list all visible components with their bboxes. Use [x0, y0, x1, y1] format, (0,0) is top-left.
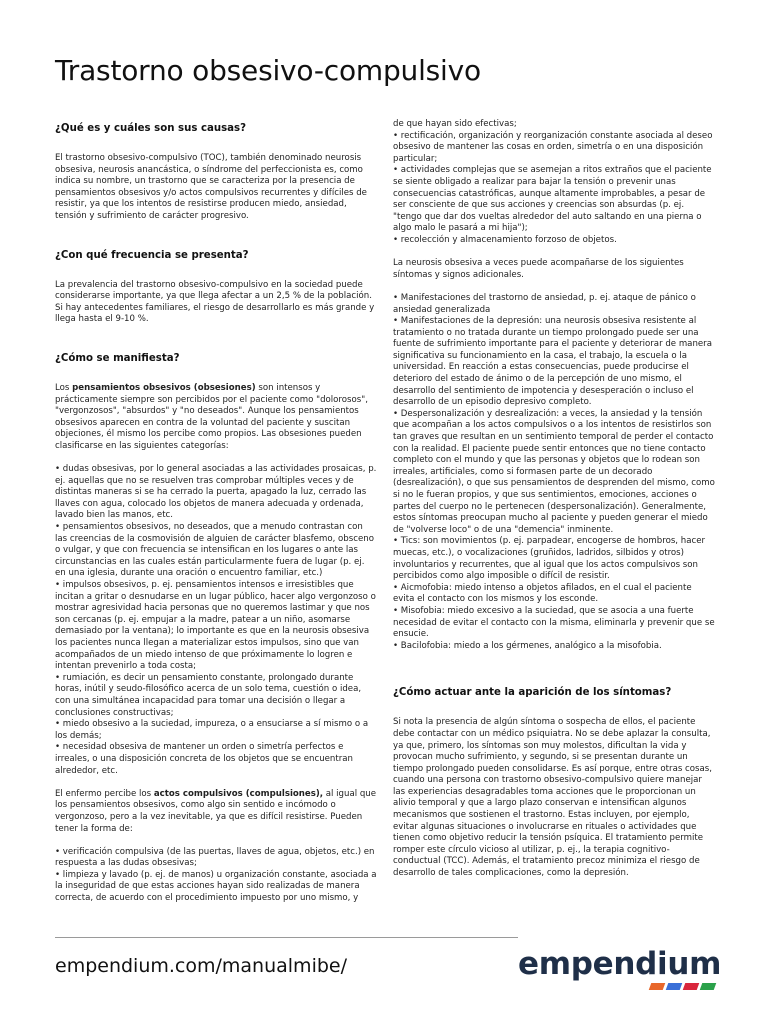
- footer-divider: [55, 937, 518, 938]
- list-item: • limpieza y lavado (p. ej. de manos) u organización constante, asociada a la inseguridad de que estas acciones hayan sido realizadas de manera correcta, de acuerdo con el procedimiento impuesto por uno mismo, y: [55, 869, 377, 904]
- list-item: • recolección y almacenamiento forzoso de objetos.: [393, 234, 617, 245]
- empendium-logo: [518, 946, 722, 996]
- bold-term: actos compulsivos (compulsiones),: [153, 788, 324, 799]
- additional-symptoms-list: [393, 293, 715, 652]
- list-item: • actividades complejas que se asemejan a ritos extraños que el paciente se siente obligado a realizar para bajar la tensión o prevenir unas consecuencias catastróficas, aunque altamente improbables, a pesar de ser consciente de que sus acciones y creencias son absurdas (p. ej. "tengo que dar dos vueltas alrededor del auto saltando en una pierna o algo malo le pasará a mi hija");: [393, 165, 712, 234]
- compulsions-list-continued: [393, 119, 715, 247]
- list-item: • Despersonalización y desrealización: a veces, la ansiedad y la tensión que acompañan a los actos compulsivos o a los intentos de resistirlos son tan graves que resultan en un sentimiento temporal de perder el contacto con la realidad. El paciente puede sentir entonces que no tiene contacto completo con el mundo y que las personas y objetos que lo rodean son irreales, artificiales, como si formasen parte de un decorado (desrealización), o que sus pensamientos de desprenden del mismo, como si no le fueran propios, y que sus sentimientos, emociones, acciones o partes del cuerpo no le pertenecen (despersonalización). Generalmente, estos síntomas preocupan mucho al paciente y pueden generar el miedo de "volverse loco" o de una "demencia" inminente.: [393, 408, 715, 535]
- section-heading: ¿Cómo se manifiesta?: [55, 352, 180, 364]
- list-item: • rectificación, organización y reorganización constante asociada al deseo obsesivo de mantener las cosas en orden, simetría o en una disposición particular;: [393, 130, 713, 164]
- list-item: • pensamientos obsesivos, no deseados, que a menudo contrastan con las creencias de la cosmovisión de alguien de carácter blasfemo, obsceno o vulgar, y que con frecuencia se intensifican en los lugares o ante las circunstancias en las cuales están particularmente fuera de lugar (p. ej. en una iglesia, durante una oración o encuentro familiar, etc.): [55, 522, 374, 579]
- logo-wordmark: empendium: [518, 946, 722, 982]
- logo-bar: [700, 983, 717, 990]
- left-column: [55, 122, 377, 931]
- list-item: • rumiación, es decir un pensamiento constante, prolongado durante horas, inútil y seudo-filosófico acerca de un solo tema, cuestión o idea, con una simultánea incapacidad para tomar una decisión o llegar a conclusiones constructivas;: [55, 672, 362, 718]
- section-heading: ¿Cómo actuar ante la aparición de los síntomas?: [393, 687, 672, 699]
- obsessions-list: [55, 464, 377, 777]
- logo-color-bars: [650, 983, 718, 990]
- section-heading: ¿Qué es y cuáles son sus causas?: [55, 123, 247, 134]
- text-run: son intensos y prácticamente siempre son percibidos por el paciente como "dolorosos", "vergonzosos", "absurdos" y "no deseados". Aunque los pensamientos obsesivos aparecen en contra de la voluntad del paciente y suscitan objeciones, él mismo los percibe como propios. Las obsesiones pueden clasificarse en las siguientes categorías:: [55, 382, 368, 451]
- section-manifestations: [55, 352, 377, 905]
- text-run: al igual que los pensamientos obsesivos, como algo sin sentido e incómodo o vergonzoso, pero a la vez inevitable, ya que es difícil resistirse. Pueden tener la forma de:: [55, 788, 377, 834]
- paragraph: El trastorno obsesivo-compulsivo (TOC), también denominado neurosis obsesiva, neurosis anancástica, o síndrome del perfeccionista es, como indica su nombre, un trastorno que se caracteriza por la presencia de pensamientos obsesivos y/o actos compulsivos recurrentes y difíciles de resistir, ya que los intentos de resistirse producen miedo, ansiedad, tensión y sufrimiento de carácter progresivo.: [55, 153, 367, 221]
- paragraph: La prevalencia del trastorno obsesivo-compulsivo en la sociedad puede considerarse importante, ya que llega afectar a un 2,5 % de la población. Si hay antecedentes familiares, el riesgo de desarrollarlo es más grande y llega hasta el 9-10 %.: [55, 279, 375, 325]
- paragraph: [55, 383, 377, 453]
- paragraph: La neurosis obsesiva a veces puede acompañarse de los siguientes síntomas y signos adicionales.: [393, 258, 684, 280]
- section-what-to-do: [393, 686, 715, 879]
- list-item: • Misofobia: miedo excesivo a la suciedad, que se asocia a una fuerte necesidad de evitar el contacto con la misma, eliminarla y prevenir que se ensucie.: [393, 605, 715, 640]
- paragraph: Si nota la presencia de algún síntoma o sospecha de ellos, el paciente debe contactar con un médico psiquiatra. No se debe aplazar la consulta, ya que, primero, los síntomas son muy molestos, dificultan la vida y provocan mucho sufrimiento, y segundo, si se presentan durante un tiempo prolongado pueden consolidarse. Es así porque, entre otras cosas, cuando una persona con trastorno obsesivo-compulsivo quiere manejar las experiencias desagradables toma acciones que le proporcionan un alivio temporal y que a largo plazo conservan e intensifican algunos mecanismos que sostienen el trastorno. Estas incluyen, por ejemplo, evitar algunas situaciones o involucrarse en rituales o actividades que tienen como objetivo reducir la tensión psíquica. El tratamiento permite romper este círculo vicioso al utilizar, p. ej., la terapia cognitivo-conductual (TCC). Además, el tratamiento precoz minimiza el riesgo de desarrollo de tales complicaciones, como la depresión.: [393, 717, 712, 879]
- paragraph: [55, 789, 377, 835]
- text-run: Los: [55, 382, 73, 393]
- footer-url-link[interactable]: empendium.com/manualmibe/: [55, 955, 347, 977]
- page-title: Trastorno obsesivo-compulsivo: [55, 54, 481, 87]
- list-item: • Manifestaciones de la depresión: una neurosis obsesiva resistente al tratamiento o no tratada durante un tiempo prolongado puede ser una fuente de sufrimiento importante para el paciente y deteriorar de manera significativa su funcionamiento en la casa, el trabajo, la escuela o la universidad. En reacción a estas consecuencias, puede producirse el deterioro del estado de ánimo o de la percepción de uno mismo, el desarrollo del sentimiento de impotencia y desesperación o incluso el desarrollo de un episodio depresivo completo.: [393, 316, 712, 408]
- section-frequency: [55, 249, 377, 326]
- list-item: • verificación compulsiva (de las puertas, llaves de agua, objetos, etc.) en respuesta a las dudas obsesivas;: [55, 846, 375, 869]
- list-item: • impulsos obsesivos, p. ej. pensamientos intensos e irresistibles que incitan a gritar o desnudarse en un lugar público, hacer algo vergonzoso o mostrar agresividad hacia personas que no queremos lastimar y que nos son cercanas (p. ej. empujar a la madre, patear a un niño, asomarse demasiado por la ventana); lo importante es que en la neurosis obsesiva los pacientes nunca llegan a materializar estos impulsos, sino que van acompañados de un miedo intenso de que próximamente lo logren e intentan prevenirlo a toda costa;: [55, 580, 376, 672]
- list-item: • necesidad obsesiva de mantener un orden o simetría perfectos e irreales, o una disposición concreta de los objetos que se encuentran alrededor, etc.: [55, 742, 353, 776]
- list-item: • Manifestaciones del trastorno de ansiedad, p. ej. ataque de pánico o ansiedad generalizada: [393, 292, 696, 315]
- compulsions-list: [55, 847, 377, 905]
- list-item: • Tics: son movimientos (p. ej. parpadear, encogerse de hombros, hacer muecas, etc.), o vocalizaciones (gruñidos, ladridos, silbidos y otros) involuntarios y recurrentes, que al igual que los actos compulsivos son percibidos como algo imposible o difícil de resistir.: [393, 536, 706, 582]
- list-item: de que hayan sido efectivas;: [393, 119, 517, 129]
- list-item: • miedo obsesivo a la suciedad, impureza, o a ensuciarse a sí mismo o a los demás;: [55, 719, 369, 741]
- right-column: [393, 119, 715, 891]
- list-item: • Bacilofobia: miedo a los gérmenes, analógico a la misofobia.: [393, 640, 662, 651]
- section-heading: ¿Con qué frecuencia se presenta?: [55, 249, 249, 261]
- list-item: • dudas obsesivas, por lo general asociadas a las actividades prosaicas, p. ej. aquellas que no se resuelven tras comprobar múltiples veces y de distintas maneras si se ha cerrado la puerta, apagado la luz, cerrado las llaves con agua, colocado los objetos de manera adecuada y ordenada, lavado bien las manos, etc.: [55, 464, 377, 521]
- logo-bar: [683, 983, 700, 990]
- list-item: • Aicmofobia: miedo intenso a objetos afilados, en el cual el paciente evita el contacto con los mismos y los esconde.: [393, 582, 692, 605]
- logo-bar: [649, 983, 666, 990]
- logo-bar: [666, 983, 683, 990]
- bold-term: pensamientos obsesivos (obsesiones): [72, 382, 256, 393]
- text-run: El enfermo percibe los: [55, 788, 154, 799]
- section-causes: [55, 122, 377, 223]
